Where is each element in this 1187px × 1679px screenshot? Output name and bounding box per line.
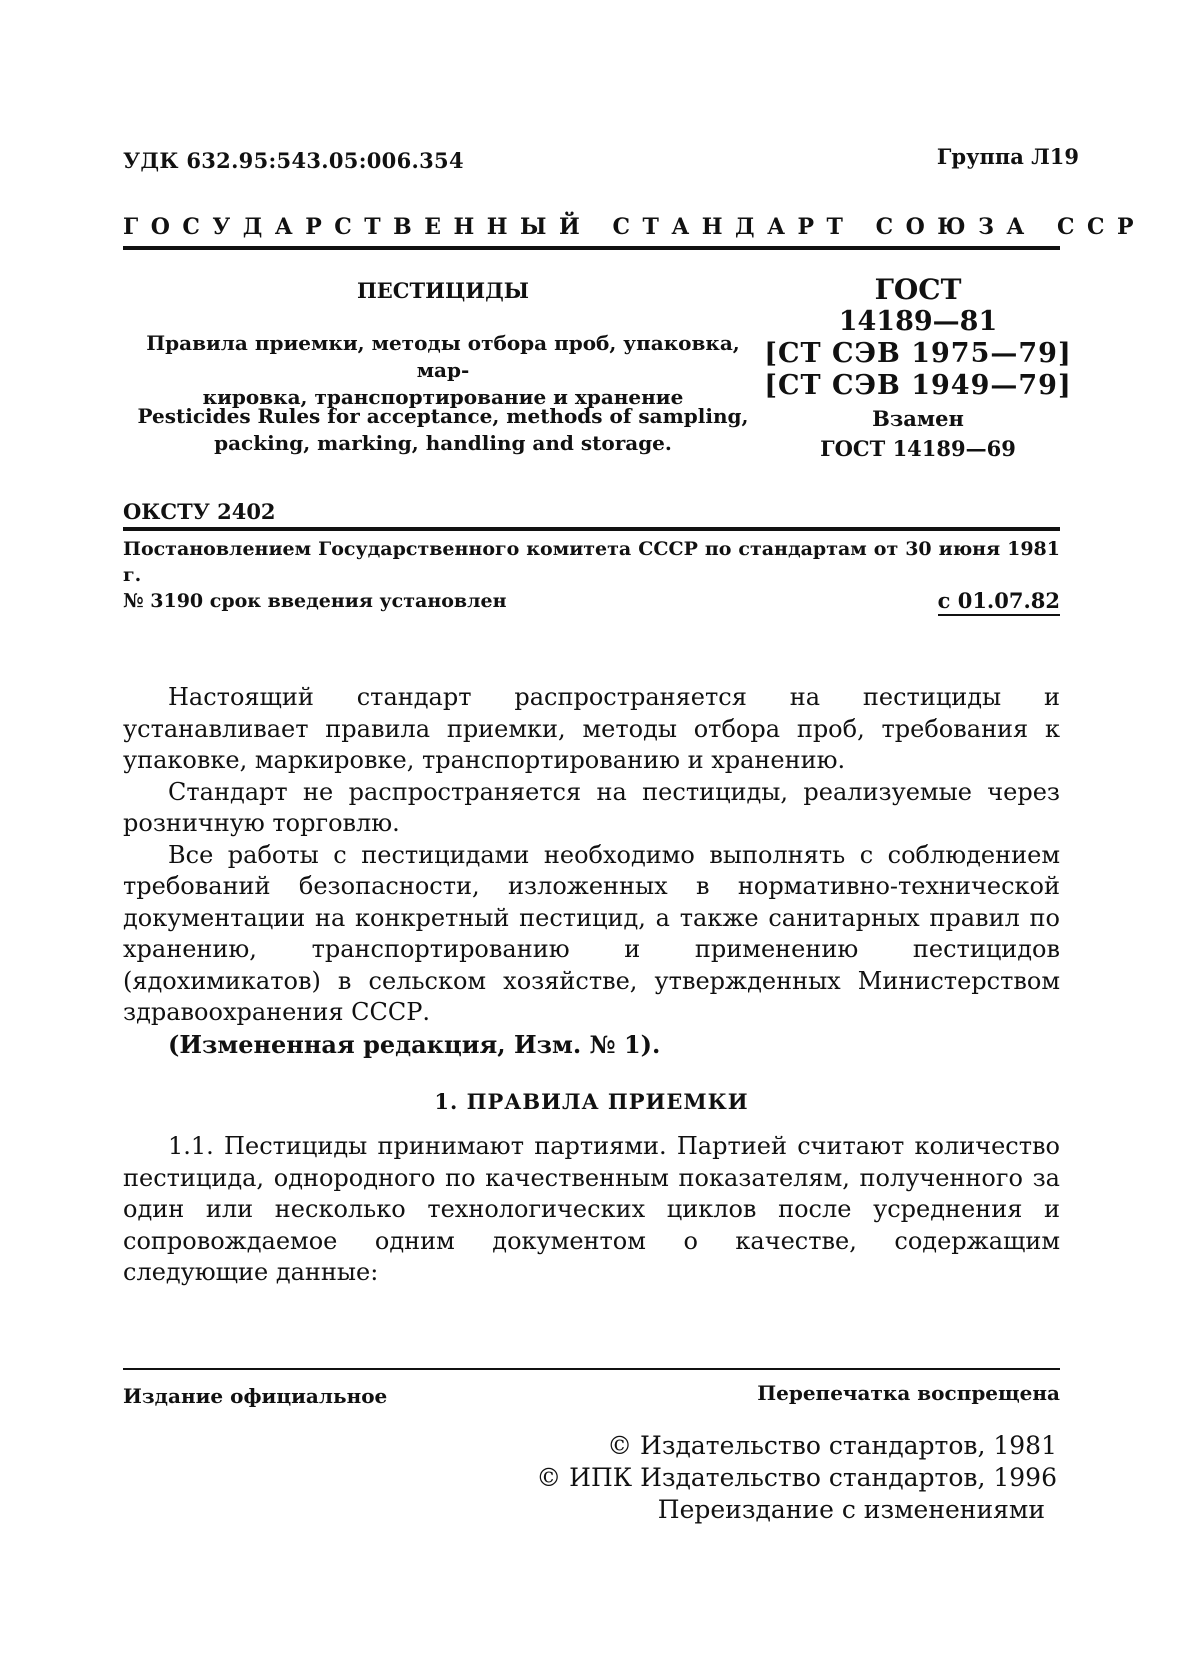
paragraph-exclusion: Стандарт не распространяется на пестициды, реализуемые через розничную торговлю. xyxy=(123,777,1060,837)
replaced-standard: ГОСТ 14189—69 xyxy=(820,436,1016,461)
reprint-notice: Перепечатка воспрещена xyxy=(757,1381,1060,1405)
document-title: ПЕСТИЦИДЫ xyxy=(356,278,530,303)
gost-number: 14189—81 xyxy=(838,306,998,337)
gost-label: ГОСТ xyxy=(874,273,962,306)
intro-text xyxy=(123,682,1060,1060)
st-sev-1: [СТ СЭВ 1975—79] xyxy=(764,338,1072,369)
subtitle-ru-line-2: кировка, транспортирование и хранение xyxy=(202,385,684,409)
st-sev-2: [СТ СЭВ 1949—79] xyxy=(764,370,1072,401)
replaces-label: Взамен xyxy=(872,406,964,431)
copyright-1996: © ИПК Издательство стандартов, 1996 xyxy=(536,1463,1057,1492)
udk-code: УДК 632.95:543.05:006.354 xyxy=(123,148,464,173)
subtitle-en-line-1: Pesticides Rules for acceptance, methods of sampling, xyxy=(137,404,749,428)
paragraph-scope: Настоящий стандарт распространяется на пестициды и устанавливает правила приемки, методы отбора проб, требования к упаковке, маркировке, транспортированию и хранению. xyxy=(123,683,1060,774)
group-code: Группа Л19 xyxy=(936,144,1079,169)
okstu-rule xyxy=(123,527,1060,531)
paragraph-safety: Все работы с пестицидами необходимо выполнять с соблюдением требований безопасности, изложенных в нормативно-технической документации на конкретный пестицид, а также санитарных правил по хранению, транспортированию и применению пестицидов (ядохимикатов) в сельском хозяйстве, утвержденных Министерством здравоохранения СССР. xyxy=(123,840,1060,1026)
decree-line-1: Постановлением Государственного комитета СССР по стандартам от 30 июня 1981 г. xyxy=(123,538,1060,586)
state-standard-heading: ГОСУДАРСТВЕННЫЙ СТАНДАРТ СОЮЗА ССР xyxy=(123,214,1147,240)
official-edition: Издание официальное xyxy=(123,1384,388,1408)
paragraph-1-1: 1.1. Пестициды принимают партиями. Партией считают количество пестицида, однородного по качественным показателям, полученного за один или несколько технологических циклов после усреднения и сопровождаемое одним документом о качестве, содержащим следующие данные: xyxy=(123,1132,1060,1286)
subtitle-ru-line-1: Правила приемки, методы отбора проб, упаковка, мар- xyxy=(146,331,740,382)
subtitle-russian xyxy=(123,330,763,411)
reissue-note: Переиздание с изменениями xyxy=(657,1495,1045,1524)
decree-text xyxy=(123,536,1060,614)
section-title: 1. ПРАВИЛА ПРИЕМКИ xyxy=(434,1089,749,1114)
decree-line-2: № 3190 срок введения установлен xyxy=(123,590,507,612)
footer-rule xyxy=(123,1368,1060,1370)
subtitle-en-line-2: packing, marking, handling and storage. xyxy=(214,431,672,455)
subtitle-english xyxy=(123,403,763,457)
header-rule xyxy=(123,246,1060,250)
effective-date: с 01.07.82 xyxy=(938,588,1060,616)
paragraph-amendment: (Измененная редакция, Изм. № 1). xyxy=(168,1029,661,1059)
okstu-code: ОКСТУ 2402 xyxy=(123,499,276,524)
copyright-1981: © Издательство стандартов, 1981 xyxy=(607,1431,1057,1460)
section-text xyxy=(123,1131,1060,1289)
